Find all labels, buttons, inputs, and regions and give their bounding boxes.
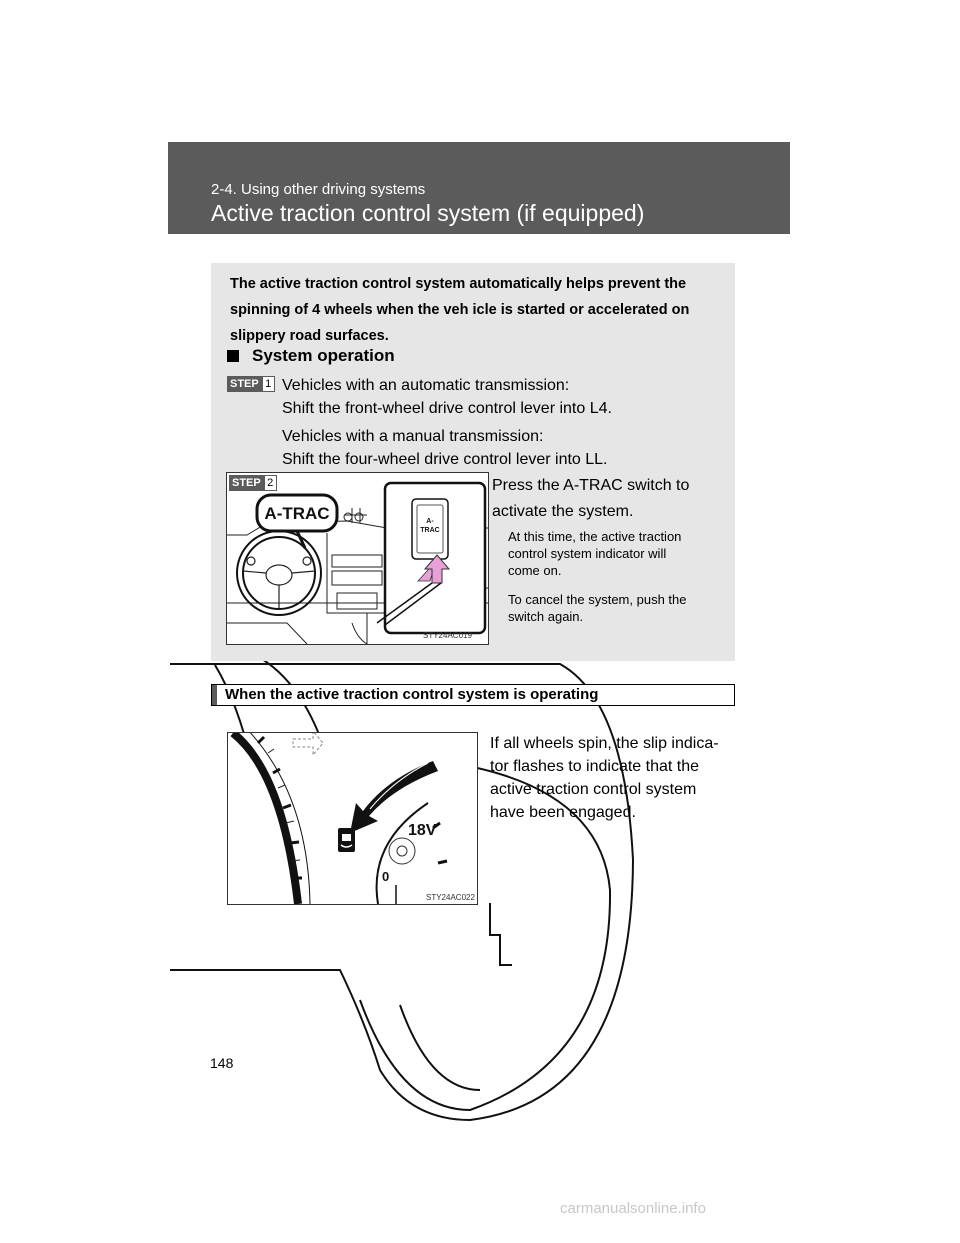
section-label: 2-4. Using other driving systems — [211, 181, 426, 198]
intro-line: spinning of 4 wheels when the veh icle is started or accelerated on — [230, 302, 690, 318]
auto-instruction: Shift the front-wheel drive control lever into L4. — [282, 400, 612, 417]
step-2-text: Press the A-TRAC switch to activate the system. — [492, 477, 690, 520]
figure-code: STY24AC022 — [426, 893, 475, 902]
heading-text: System operation — [252, 346, 395, 365]
intro-line: The active traction control system automatically helps prevent the — [230, 276, 687, 292]
operating-heading-bar — [211, 684, 735, 706]
step-1-text — [282, 374, 612, 476]
cancel-note: To cancel the system, push the switch again. — [508, 592, 687, 624]
dashboard-illustration — [227, 473, 488, 644]
manual-label: Vehicles with a manual transmission: — [282, 428, 544, 445]
heading-marker — [212, 685, 217, 705]
a-trac-callout-label: A-TRAC — [264, 504, 330, 523]
square-bullet-icon — [227, 350, 239, 362]
intro-line: slippery road surfaces. — [230, 328, 389, 344]
auto-label: Vehicles with an automatic transmission: — [282, 377, 570, 394]
operating-heading: When the active traction control system is operating — [225, 686, 599, 703]
indicator-note: At this time, the active traction control system indicator will come on. — [508, 529, 682, 578]
slip-indicator-text: If all wheels spin, the slip indica- tor flashes to indicate that the active traction control system have been engaged. — [490, 735, 719, 821]
intro-text — [230, 271, 725, 349]
manual-instruction: Shift the four-wheel drive control lever into LL. — [282, 451, 608, 468]
gauge-high-label: 18V — [408, 822, 437, 839]
page-title: Active traction control system (if equipped) — [211, 200, 645, 226]
dashboard-figure — [226, 472, 489, 645]
figure-code: STY24AC019 — [423, 631, 472, 640]
button-label-line2: TRAC — [420, 527, 440, 534]
system-info-box — [211, 263, 735, 661]
gauge-illustration — [228, 733, 477, 904]
system-operation-heading — [227, 346, 395, 366]
step-1-badge: STEP 1 — [227, 376, 275, 392]
gauge-figure — [227, 732, 478, 905]
button-label-line1: A- — [426, 518, 434, 525]
page-number: 148 — [210, 1055, 234, 1071]
step-2-badge: STEP 2 — [229, 475, 277, 491]
chapter-header — [168, 142, 790, 234]
gauge-low-label: 0 — [382, 869, 390, 884]
watermark: carmanualsonline.info — [560, 1200, 706, 1217]
